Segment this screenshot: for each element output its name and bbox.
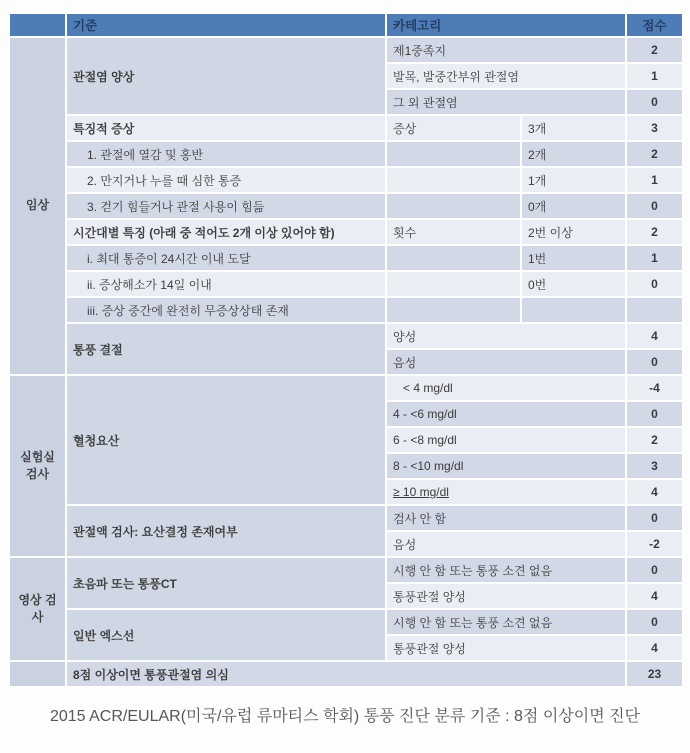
- table-row: [9, 219, 683, 245]
- category-cell: ≥ 10 mg/dl: [386, 479, 626, 505]
- category-value-cell: [521, 297, 626, 323]
- score-cell: 0: [626, 557, 683, 583]
- score-cell: 0: [626, 349, 683, 375]
- category-value-cell: 0개: [521, 193, 626, 219]
- col-header-category: 카테고리: [386, 13, 626, 37]
- table-row: [9, 115, 683, 141]
- table-row: [9, 297, 683, 323]
- score-cell: 2: [626, 219, 683, 245]
- category-label-cell: [386, 167, 521, 193]
- criteria-cell: 혈청요산: [66, 375, 386, 505]
- table-footer-row: [9, 661, 683, 687]
- category-cell: 양성: [386, 323, 626, 349]
- score-cell: 1: [626, 63, 683, 89]
- category-cell: 음성: [386, 349, 626, 375]
- score-cell: 4: [626, 323, 683, 349]
- score-cell: [626, 297, 683, 323]
- score-cell: 2: [626, 427, 683, 453]
- category-cell: 시행 안 함 또는 통풍 소견 없음: [386, 557, 626, 583]
- category-label-cell: [386, 271, 521, 297]
- criteria-cell: 1. 관절에 열감 및 홍반: [66, 141, 386, 167]
- table-row: [9, 167, 683, 193]
- category-cell: 그 외 관절염: [386, 89, 626, 115]
- score-cell: 3: [626, 453, 683, 479]
- category-value-cell: 0번: [521, 271, 626, 297]
- category-cell: 6 - <8 mg/dl: [386, 427, 626, 453]
- category-value-cell: 2번 이상: [521, 219, 626, 245]
- category-cell: < 4 mg/dl: [386, 375, 626, 401]
- category-label-cell: 증상: [386, 115, 521, 141]
- score-cell: 4: [626, 635, 683, 661]
- score-cell: 0: [626, 401, 683, 427]
- score-cell: 0: [626, 89, 683, 115]
- table-row: [9, 375, 683, 401]
- score-cell: 0: [626, 505, 683, 531]
- category-value-cell: 2개: [521, 141, 626, 167]
- figure-caption: 2015 ACR/EULAR(미국/유럽 류마티스 학회) 통풍 진단 분류 기준 : 8점 이상이면 진단: [49, 708, 641, 725]
- category-label-cell: [386, 245, 521, 271]
- score-cell: 0: [626, 609, 683, 635]
- table-row: [9, 609, 683, 635]
- score-cell: 4: [626, 583, 683, 609]
- category-value-cell: 3개: [521, 115, 626, 141]
- criteria-cell: 2. 만지거나 누를 때 심한 통증: [66, 167, 386, 193]
- table-row: [9, 193, 683, 219]
- row-group-clinical: 임상: [9, 37, 66, 375]
- table-row: [9, 271, 683, 297]
- table-header-row: [9, 13, 683, 37]
- table-row: [9, 245, 683, 271]
- criteria-cell: 일반 엑스선: [66, 609, 386, 661]
- row-group-laboratory: 실험실 검사: [9, 375, 66, 557]
- criteria-cell: 관절액 검사: 요산결정 존재여부: [66, 505, 386, 557]
- score-cell: 0: [626, 271, 683, 297]
- category-value-cell: 1개: [521, 167, 626, 193]
- criteria-cell: iii. 증상 중간에 완전히 무증상상태 존재: [66, 297, 386, 323]
- footer-score-cell: 23: [626, 661, 683, 687]
- score-cell: 1: [626, 167, 683, 193]
- criteria-cell: 3. 걷기 힘들거나 관절 사용이 힘듦: [66, 193, 386, 219]
- category-cell: 통풍관절 양성: [386, 635, 626, 661]
- criteria-cell: 통풍 결절: [66, 323, 386, 375]
- score-cell: 3: [626, 115, 683, 141]
- category-cell: 음성: [386, 531, 626, 557]
- category-cell: 통풍관절 양성: [386, 583, 626, 609]
- criteria-cell: 초음파 또는 통풍CT: [66, 557, 386, 609]
- footer-label-cell: 8점 이상이면 통풍관절염 의심: [66, 661, 626, 687]
- score-cell: 4: [626, 479, 683, 505]
- category-cell: 제1중족지: [386, 37, 626, 63]
- footer-group-cell: [9, 661, 66, 687]
- category-label-cell: [386, 297, 521, 323]
- category-cell: 4 - <6 mg/dl: [386, 401, 626, 427]
- category-cell: 시행 안 함 또는 통풍 소견 없음: [386, 609, 626, 635]
- criteria-cell: 특징적 증상: [66, 115, 386, 141]
- criteria-cell: 시간대별 특징 (아래 중 적어도 2개 이상 있어야 함): [66, 219, 386, 245]
- category-label-cell: [386, 141, 521, 167]
- gout-criteria-table: [8, 12, 684, 688]
- col-header-criteria: 기준: [66, 13, 386, 37]
- criteria-cell: 관절염 양상: [66, 37, 386, 115]
- table-row: [9, 505, 683, 531]
- category-cell: 발목, 발중간부위 관절염: [386, 63, 626, 89]
- col-header-score: 점수: [626, 13, 683, 37]
- category-value-cell: 1번: [521, 245, 626, 271]
- score-cell: 0: [626, 193, 683, 219]
- criteria-cell: i. 최대 통증이 24시간 이내 도달: [66, 245, 386, 271]
- col-header-group: [9, 13, 66, 37]
- category-label-cell: 횟수: [386, 219, 521, 245]
- score-cell: 2: [626, 141, 683, 167]
- category-cell: 검사 안 함: [386, 505, 626, 531]
- table-row: [9, 37, 683, 63]
- criteria-cell: ii. 증상해소가 14일 이내: [66, 271, 386, 297]
- table-row: [9, 557, 683, 583]
- table-row: [9, 323, 683, 349]
- table-row: [9, 141, 683, 167]
- score-cell: 1: [626, 245, 683, 271]
- score-cell: 2: [626, 37, 683, 63]
- score-cell: -4: [626, 375, 683, 401]
- score-cell: -2: [626, 531, 683, 557]
- category-label-cell: [386, 193, 521, 219]
- row-group-imaging: 영상 검사: [9, 557, 66, 661]
- category-cell: 8 - <10 mg/dl: [386, 453, 626, 479]
